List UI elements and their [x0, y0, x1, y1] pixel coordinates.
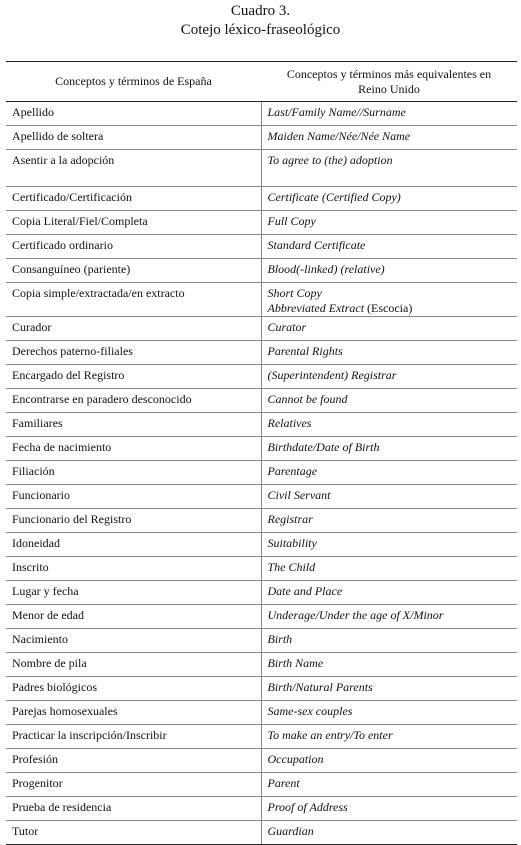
es-term: Certificado ordinario	[6, 235, 261, 259]
es-term: Consanguíneo (pariente)	[6, 259, 261, 283]
column-header-uk	[261, 62, 517, 102]
uk-term: Suitability	[261, 533, 517, 557]
es-term: Parejas homosexuales	[6, 701, 261, 725]
uk-term: To agree to (the) adoption	[261, 150, 517, 187]
es-term: Filiación	[6, 461, 261, 485]
es-term: Fecha de nacimiento	[6, 437, 261, 461]
uk-term: Blood(-linked) (relative)	[261, 259, 517, 283]
table-row	[6, 797, 517, 821]
table-row	[6, 126, 517, 150]
uk-term: Birthdate/Date of Birth	[261, 437, 517, 461]
uk-term: Birth	[261, 629, 517, 653]
uk-term: Same-sex couples	[261, 701, 517, 725]
uk-term-region: (Escocia)	[367, 301, 413, 315]
uk-term: Parent	[261, 773, 517, 797]
uk-term: To make an entry/To enter	[261, 725, 517, 749]
es-term: Lugar y fecha	[6, 581, 261, 605]
uk-term-line2	[268, 301, 512, 316]
es-term: Copia simple/extractada/en extracto	[6, 283, 261, 317]
table-row	[6, 461, 517, 485]
table-row	[6, 259, 517, 283]
table-row	[6, 150, 517, 187]
uk-term: Occupation	[261, 749, 517, 773]
table-row	[6, 283, 517, 317]
column-header-uk-text: Conceptos y términos más equivalentes en Reino Unido	[286, 66, 492, 96]
uk-term: The Child	[261, 557, 517, 581]
table-row	[6, 677, 517, 701]
uk-term: Certificate (Certified Copy)	[261, 187, 517, 211]
es-term: Tutor	[6, 821, 261, 845]
es-term: Inscrito	[6, 557, 261, 581]
table-row	[6, 365, 517, 389]
table-row	[6, 533, 517, 557]
es-term: Progenitor	[6, 773, 261, 797]
table-row	[6, 629, 517, 653]
uk-term: Underage/Under the age of X/Minor	[261, 605, 517, 629]
es-term: Menor de edad	[6, 605, 261, 629]
uk-term: Guardian	[261, 821, 517, 845]
uk-term: Maiden Name/Née/Née Name	[261, 126, 517, 150]
table-row	[6, 485, 517, 509]
es-term: Funcionario	[6, 485, 261, 509]
table-row	[6, 581, 517, 605]
uk-term: Cannot be found	[261, 389, 517, 413]
table-row	[6, 317, 517, 341]
table-row	[6, 341, 517, 365]
uk-term: (Superintendent) Registrar	[261, 365, 517, 389]
table-row	[6, 821, 517, 845]
es-term: Curador	[6, 317, 261, 341]
es-term: Apellido	[6, 102, 261, 126]
lexical-comparison-table	[6, 61, 517, 845]
uk-term: Birth/Natural Parents	[261, 677, 517, 701]
es-term: Idoneidad	[6, 533, 261, 557]
uk-term: Curator	[261, 317, 517, 341]
uk-term	[261, 283, 517, 317]
table-row	[6, 701, 517, 725]
table-row	[6, 413, 517, 437]
table-row	[6, 725, 517, 749]
es-term: Profesión	[6, 749, 261, 773]
es-term: Nombre de pila	[6, 653, 261, 677]
uk-term: Civil Servant	[261, 485, 517, 509]
uk-term: Birth Name	[261, 653, 517, 677]
table-row	[6, 749, 517, 773]
uk-term: Relatives	[261, 413, 517, 437]
uk-term: Last/Family Name//Surname	[261, 102, 517, 126]
table-row	[6, 102, 517, 126]
uk-term: Date and Place	[261, 581, 517, 605]
es-term: Funcionario del Registro	[6, 509, 261, 533]
uk-term-line1: Short Copy	[267, 286, 322, 300]
column-header-spain: Conceptos y términos de España	[6, 62, 261, 102]
es-term: Nacimiento	[6, 629, 261, 653]
table-caption	[0, 0, 521, 40]
table-row	[6, 187, 517, 211]
es-term: Encargado del Registro	[6, 365, 261, 389]
es-term: Encontrarse en paradero desconocido	[6, 389, 261, 413]
uk-term: Registrar	[261, 509, 517, 533]
table-row	[6, 389, 517, 413]
es-term: Padres biológicos	[6, 677, 261, 701]
table-header-row	[6, 62, 517, 102]
table-row	[6, 437, 517, 461]
table-row	[6, 653, 517, 677]
uk-term-line2-italic: Abbreviated Extract	[267, 301, 365, 315]
es-term: Asentir a la adopción	[6, 150, 261, 187]
uk-term: Standard Certificate	[261, 235, 517, 259]
table-row	[6, 509, 517, 533]
table-row	[6, 557, 517, 581]
caption-number: Cuadro 3.	[230, 3, 291, 19]
es-term: Derechos paterno-filiales	[6, 341, 261, 365]
es-term: Certificado/Certificación	[6, 187, 261, 211]
uk-term: Proof of Address	[261, 797, 517, 821]
uk-term: Full Copy	[261, 211, 517, 235]
table-row	[6, 211, 517, 235]
es-term: Copia Literal/Fiel/Completa	[6, 211, 261, 235]
table-row	[6, 773, 517, 797]
es-term: Practicar la inscripción/Inscribir	[6, 725, 261, 749]
uk-term: Parental Rights	[261, 341, 517, 365]
es-term: Prueba de residencia	[6, 797, 261, 821]
table-row	[6, 235, 517, 259]
table-row	[6, 605, 517, 629]
caption-title: Cotejo léxico-fraseológico	[180, 22, 341, 38]
es-term: Apellido de soltera	[6, 126, 261, 150]
uk-term: Parentage	[261, 461, 517, 485]
es-term: Familiares	[6, 413, 261, 437]
